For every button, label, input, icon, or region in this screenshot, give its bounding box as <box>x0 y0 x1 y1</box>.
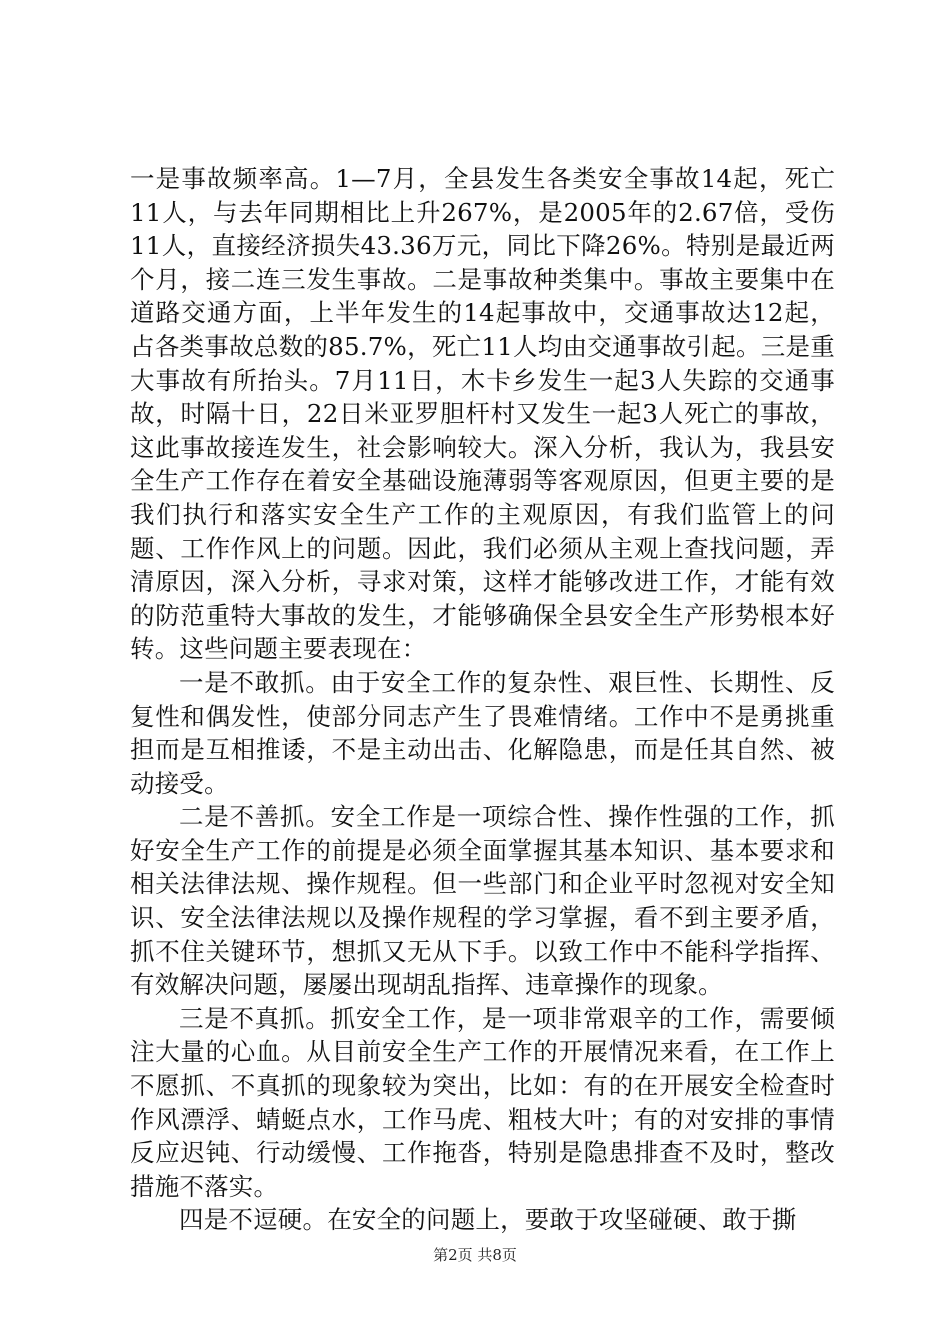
document-body <box>130 162 835 1237</box>
paragraph-not-daring: 一是不敢抓。由于安全工作的复杂性、艰巨性、长期性、反复性和偶发性，使部分同志产生了畏难情绪。工作中不是勇挑重担而是互相推诿，不是主动出击、化解隐患，而是任其自然、被动接受。 <box>130 667 835 798</box>
paragraph-not-strict: 四是不逗硬。在安全的问题上，要敢于攻坚碰硬、敢于撕 <box>179 1205 797 1235</box>
paragraph-accident-summary: 一是事故频率高。1—7月，全县发生各类安全事故14起，死亡11人，与去年同期相比上升267%，是2005年的2.67倍，受伤11人，直接经济损失43.36万元，同比下降26%。特别是最近两个月，接二连三发生事故。二是事故种类集中。事故主要集中在道路交通方面，上半年发生的14起事故中，交通事故达12起，占各类事故总数的85.7%，死亡11人均由交通事故引起。三是重大事故有所抬头。7月11日，木卡乡发生一起3人失踪的交通事故，时隔十日，22日米亚罗胆杆村又发生一起3人死亡的事故，这此事故接连发生，社会影响较大。深入分析，我认为，我县安全生产工作存在着安全基础设施薄弱等客观原因，但更主要的是我们执行和落实安全生产工作的主观原因，有我们监管上的问题、工作作风上的问题。因此，我们必须从主观上查找问题，弄清原因，深入分析，寻求对策，这样才能够改进工作，才能有效的防范重特大事故的发生，才能够确保全县安全生产形势根本好转。这些问题主要表现在： <box>130 164 835 664</box>
paragraph-not-genuine: 三是不真抓。抓安全工作，是一项非常艰辛的工作，需要倾注大量的心血。从目前安全生产工作的开展情况来看，在工作上不愿抓、不真抓的现象较为突出，比如：有的在开展安全检查时作风漂浮、蜻蜓点水，工作马虎、粗枝大叶；有的对安排的事情反应迟钝、行动缓慢、工作拖沓，特别是隐患排查不及时，整改措施不落实。 <box>130 1003 835 1201</box>
paragraph-not-skilled: 二是不善抓。安全工作是一项综合性、操作性强的工作，抓好安全生产工作的前提是必须全面掌握其基本知识、基本要求和相关法律法规、操作规程。但一些部门和企业平时忽视对安全知识、安全法律法规以及操作规程的学习掌握，看不到主要矛盾，抓不住关键环节，想抓又无从下手。以致工作中不能科学指挥、有效解决问题，屡屡出现胡乱指挥、违章操作的现象。 <box>130 802 835 1000</box>
page-number-footer: 第2页 共8页 <box>433 1246 517 1264</box>
